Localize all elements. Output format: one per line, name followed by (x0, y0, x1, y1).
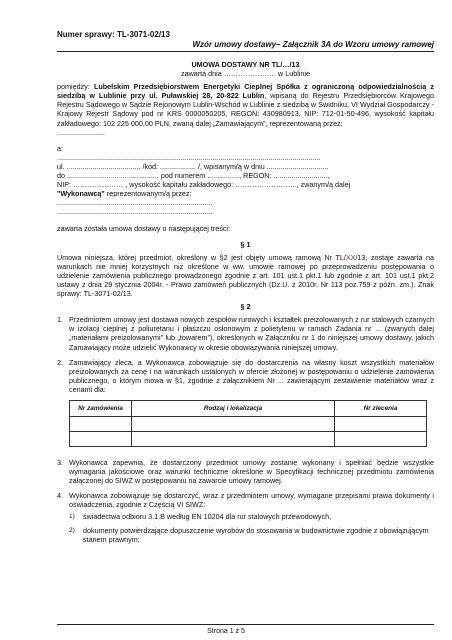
orders-table (69, 400, 427, 447)
page-number: Strona 1 z 5 (207, 628, 245, 635)
list-item: 2. Zamawiający zleca, a Wykonawca zobowiązuje się do dostarczenia na własny koszt wszystkich materiałów preizolowanych za cenę i na warunkach ustalonych w ofercie złożonej w postępowaniu o udzielenie zamówienia publicznego, o którym mowa w §1, zgodnie z załącznikiem Nr ... zawierającym zestawienie materiałów wraz z cenami dla: (57, 357, 434, 394)
documents-sublist (69, 512, 434, 544)
between-label: pomiędzy: (57, 82, 94, 92)
party-zamawiajacy (57, 82, 434, 127)
document-body (57, 56, 434, 549)
contractor-nip-line: NIP: ………………… , wysokość kapitału zakładowego: …………………….., zwanym/ą dalej (57, 180, 351, 190)
col-type-location: Rodzaj i lokalizacja (132, 401, 335, 417)
a-label: a: (57, 143, 63, 153)
table-header-row (70, 401, 427, 417)
list-item: 1. Przedmiotem umowy jest dostawa nowych zespołów rurowych i kształtek preizolowanych z rur stalowych czarnych w izolacji cieplnej z poliuretanu i płaszczu osłonowym z polietylenu w ramach Zadania nr ... (zwanych dalej „materiałami preizolowanymi” lub „towarem”), określonych w Załączniku nr 1 do niniejszej umowy dostawy, jakich Zamawiający może udzielić Wykonawcy w okresie obowiązywania niniejszej umowy. (57, 315, 434, 352)
sublist-item: 1) świadectwa odbioru 3.1.B według EN 10204 dla rur stalowych przewodowych, (69, 511, 332, 521)
section-1-text-a: Umowa niniejsza, której przedmiot, określony w §2 jest objęty umową ramową Nr TL/ (57, 252, 346, 262)
section-1-placeholder: XX (345, 252, 356, 262)
table-row (70, 432, 427, 447)
table-row (70, 417, 427, 432)
representative-dots: ........................ (57, 127, 105, 137)
contractor-name-dots: .................................................................................................................................... (57, 152, 321, 162)
case-number: Numer sprawy: TL-3071-02/13 (57, 30, 170, 39)
contractor-rep-dots-2: .............................................................................. (57, 207, 213, 217)
contractor-label: "Wykonawcą" (57, 189, 105, 199)
contractor-register-line: do .............................................. pod numerem ................, REGON: ..........................., (57, 171, 330, 181)
contractor-rep-text: reprezentowanym/ą przez: (104, 189, 192, 199)
section-2-heading: § 2 (240, 302, 251, 312)
party-wykonawca (57, 189, 434, 198)
col-order-number: Nr zamówienia (70, 401, 132, 417)
contractor-street-line: ul. ..................................... /kod: .................. /, wpisanym/ą w dniu ............................... (57, 161, 329, 171)
contractor-rep-dots-1: .............................................................................. (57, 198, 213, 208)
list-item: 4. Wykonawca zobowiązuje się dostarczyć, wraz z przedmiotem umowy, wymagane przepisami prawa dokumenty i oświadczenia, zgodnie z Częścią VI SIWZ: (57, 491, 434, 510)
attachment-title: Wzór umowy dostawy– Załącznik 3A do Wzoru umowy ramowej (192, 40, 434, 49)
sublist-item: 2) dokumenty potwierdzające dopuszczenie wyrobów do stosowania w budownictwie zgodnie z obowiązującym stanem prawnym; (69, 525, 429, 544)
col-commission-number: Nr zlecenia (335, 401, 427, 417)
contract-title: UMOWA DOSTAWY NR TL/…/13 (191, 60, 300, 69)
contract-intro: zawarta została umowa dostawy o następującej treści: (57, 223, 230, 233)
section-2-list (57, 315, 434, 394)
company-name: Lubelskim Przedsiębiorstwem Energetyki Cieplnej Spółka z ograniczoną odpowiedzialnością z siedzibą w Lublinie przy ul. Puławskiej 28, 20-822 Lublin (57, 82, 435, 101)
header-divider (57, 51, 434, 52)
list-item: 3. Wykonawca zapewnia, że dostarczony przedmiot umowy zostanie wykonany i spełniać będzie wszystkie wymagania jakościowe oraz warunki techniczne określone w Specyfikacji technicznej przedmiotu zamówienia załączonej do SIWZ w postępowaniu na zawarcie umowy ramowej. (57, 458, 434, 486)
section-2-list-continued (57, 458, 434, 509)
section-1-heading: § 1 (240, 239, 251, 249)
company-details: , wpisaną do Rejestru Przedsiębiorców Krajowego Rejestru Sądowego w Sądzie Rejonowym Lublin-Wschód w Lublinie z siedzibą w Świdniku, VI Wydział Gospodarczy - Krajowy Rejestr Sądowy pod nr KRS 0000050205, REGON: 430980913, NIP: 712-01-50-496, wysokość kapitału zakładowego: 102 225 000,00 PLN, zwaną dalej „Zamawiającym”, reprezentowaną przez: (57, 91, 434, 128)
contract-date-place: zawarta dnia …………………. w Lublinie (180, 69, 311, 79)
section-1-text-b: /13, zostaje zawarta na warunkach nie mniej korzystnych niż określone w ww. umowie ramowej po przeprowadzeniu postępowania o udzielenie zamówienia publicznego prowadzonego zgodnie z art. 101 ust.1 pkt.1 lub zgodnie z art. 101 ust.1 pkt.2 ustawy z dnia 29 stycznia 2004r. - Prawo zamówień publicznych (Dz.U. z 2010r. Nr 113 poz.759 z późn. zm.). Znak sprawy: TL-3071-02/13. (57, 252, 434, 299)
section-1-text (57, 253, 434, 298)
footer-divider (57, 624, 434, 625)
